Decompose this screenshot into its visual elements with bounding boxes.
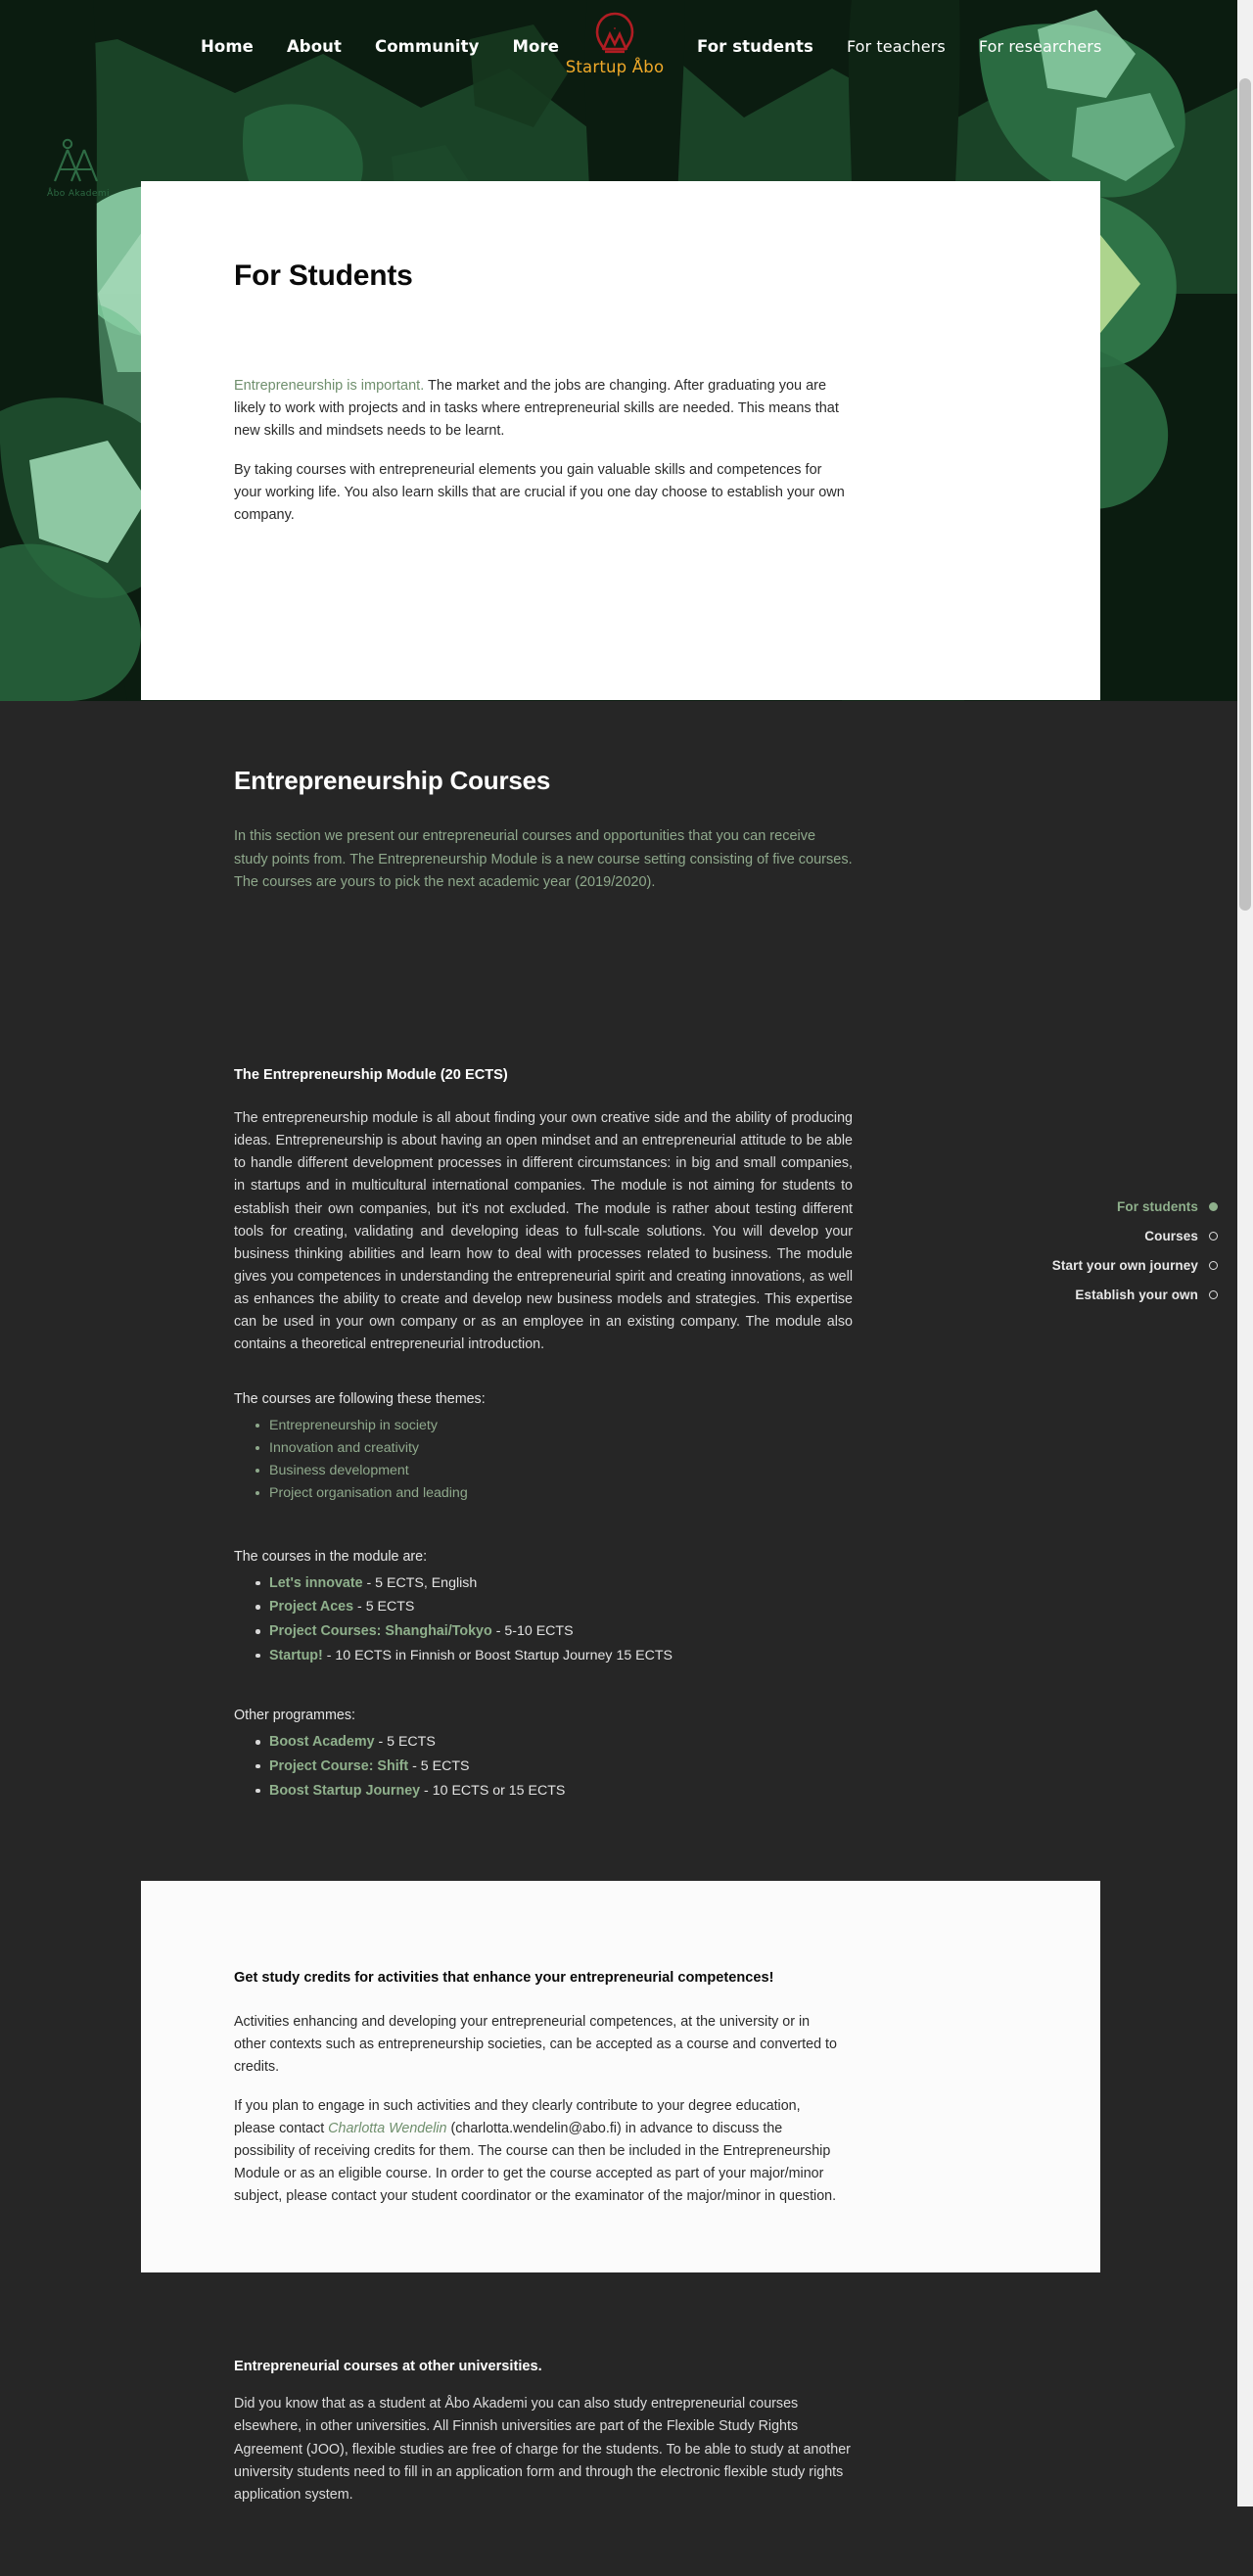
logo-wordmark: Startup Åbo [565,58,665,76]
anchor-dot-icon [1209,1290,1218,1299]
study-credits-card [141,1881,1100,2272]
module-courses-label: The courses in the module are: [234,1548,428,1565]
list-item: Entrepreneurship in society [255,1415,1237,1437]
study-credits-paragraph-2 [234,2095,841,2207]
course-detail: - 5 ECTS [374,1734,436,1751]
study-credits-heading: Get study credits for activities that enhance your entrepreneurial competences! [234,1970,774,1987]
nav-about[interactable]: About [286,37,342,56]
course-detail: - 10 ECTS or 15 ECTS [420,1782,566,1799]
course-name: Project Course: Shift [269,1757,409,1774]
other-universities-section [0,2272,1237,2565]
course-name: Boost Academy [269,1734,375,1751]
themes-list [234,1415,1237,1505]
page-scrollbar[interactable] [1237,0,1253,2506]
abo-akademi-label: Åbo Akademi [47,189,110,199]
list-item[interactable] [255,1619,1237,1644]
list-item: Business development [255,1460,1237,1482]
list-item[interactable] [255,1755,1237,1779]
nav-left-group [201,39,559,56]
module-courses-list [234,1571,1237,1667]
anchor-item-establish-your-own[interactable] [1075,1288,1218,1302]
abo-akademi-logo-icon [44,137,113,188]
list-item: Innovation and creativity [255,1437,1237,1460]
anchor-dot-icon [1209,1232,1218,1241]
course-name: Startup! [269,1647,323,1663]
page-title: For Students [234,259,413,292]
other-universities-heading: Entrepreneurial courses at other universities. [234,2359,542,2375]
hero-body [234,375,851,526]
list-item[interactable] [255,1644,1237,1668]
top-navigation-bar [0,0,1237,98]
course-detail: - 10 ECTS in Finnish or Boost Startup Journey 15 ECTS [322,1647,673,1663]
course-detail: - 5 ECTS [408,1757,470,1774]
course-name: Let's innovate [269,1574,363,1591]
credits-p2-before: If you plan to engage in such activities and they clearly contribute to your degree education, please contact [234,2098,801,2137]
courses-section-intro: In this section we present our entrepreneurial courses and opportunities that you can receive study points from. The Entrepreneurship Module is a new course setting consisting of five courses. The courses are yours to pick the next academic year (2019/2020). [234,828,853,891]
anchor-navigation [1052,1199,1218,1302]
anchor-dot-filled-icon [1209,1202,1218,1211]
course-name: Project Aces [269,1599,354,1616]
nav-for-teachers[interactable]: For teachers [846,37,946,57]
nav-community[interactable]: Community [375,37,480,56]
scrollbar-thumb[interactable] [1239,78,1251,911]
study-credits-inner [141,1881,837,2208]
hero-highlight: Entrepreneurship is important. [234,378,425,394]
nav-right-group [697,39,1101,56]
courses-section-title: Entrepreneurship Courses [234,766,551,795]
other-universities-body: Did you know that as a student at Åbo Akademi you can also study entrepreneurial courses elsewhere, in other universities. All Finnish universities are part of the Flexible Study Rights Agreement (JOO), flexible studies are free of charge for the students. To be able to study at another university students need to fill in an application form and through the electronic flexible study rights application system. [234,2396,851,2504]
hero-white-card [141,181,1100,700]
nav-for-researchers[interactable]: For researchers [978,37,1102,57]
nav-home[interactable]: Home [201,37,254,56]
study-credits-body [234,2011,841,2208]
nav-more[interactable]: More [512,37,560,56]
study-credits-paragraph-1: Activities enhancing and developing your entrepreneurial competences, at the university or in other contexts such as entrepreneurship societies, can be accepted as a course and converted to credits. [234,2013,837,2075]
anchor-item-courses[interactable] [1144,1229,1218,1243]
main-content [0,701,1237,2576]
anchor-item-for-students[interactable] [1117,1199,1218,1214]
list-item[interactable] [255,1571,1237,1596]
course-detail: - 5 ECTS [353,1599,415,1616]
hero-paragraph-2: By taking courses with entrepreneurial elements you gain valuable skills and competences for your working life. You also learn skills that are crucial if you one day choose to establish your own company. [234,461,845,523]
contact-person-link[interactable]: Charlotta Wendelin [328,2121,447,2137]
course-detail: - 5 ECTS, English [362,1574,478,1591]
anchor-dot-icon [1209,1261,1218,1270]
other-programmes-label: Other programmes: [234,1708,355,1724]
hero-paragraph-1-rest: The market and the jobs are changing. After graduating you are likely to work with projects and in tasks where entrepreneurial skills are needed. This means that new skills and mindsets needs to be learnt. [234,378,839,439]
list-item: Project organisation and leading [255,1482,1237,1505]
other-programmes-list [234,1730,1237,1803]
list-item[interactable] [255,1730,1237,1755]
anchor-label: Start your own journey [1051,1258,1198,1273]
list-item[interactable] [255,1779,1237,1803]
anchor-label: Courses [1144,1229,1198,1243]
course-detail: - 5-10 ECTS [491,1623,574,1640]
list-item[interactable] [255,1595,1237,1619]
anchor-item-start-your-own-journey[interactable] [1052,1258,1218,1273]
hero-paragraph-1 [234,375,851,443]
module-heading: The Entrepreneurship Module (20 ECTS) [234,1066,508,1083]
abo-akademi-badge [24,137,132,199]
nav-for-students[interactable]: For students [697,37,813,56]
credits-p2-after: (charlotta.wendelin@abo.fi) in advance to discuss the possibility of receiving credits for them. The course can then be included in the Entrepreneurship Module or as an eligible course. In order to get the course accepted as part of your major/minor subject, please contact your student coordinator or the examinator of the major/minor in question. [234,2121,837,2204]
anchor-label: For students [1117,1199,1198,1214]
course-name: Boost Startup Journey [269,1782,421,1799]
site-logo[interactable] [561,12,669,76]
anchor-label: Establish your own [1075,1288,1198,1302]
themes-label: The courses are following these themes: [234,1390,486,1407]
course-name: Project Courses: Shanghai/Tokyo [269,1623,492,1640]
module-body: The entrepreneurship module is all about finding your own creative side and the ability of producing ideas. Entrepreneurship is about having an open mindset and an entrepreneurial attitude to be able to handle different development processes in different circumstances: in big and small companies, in startups and in multicultural international companies. The module is not aiming for students to establish their own companies, but it's not excluded. The module is rather about testing different tools for creating, validating and developing ideas to full-scale solutions. You will develop your business thinking abilities and learn how to deal with processes related to business. The module gives you competences in understanding the entrepreneurial spirit and creating innovations, as well as enhances the ability to create and develop new business models and strategies. This expertise can be used in your own company or as an employee in an existing company. The module also contains a theoretical entrepreneurial introduction. [234,1109,853,1353]
startup-abo-lightbulb-logo-icon [586,12,643,57]
